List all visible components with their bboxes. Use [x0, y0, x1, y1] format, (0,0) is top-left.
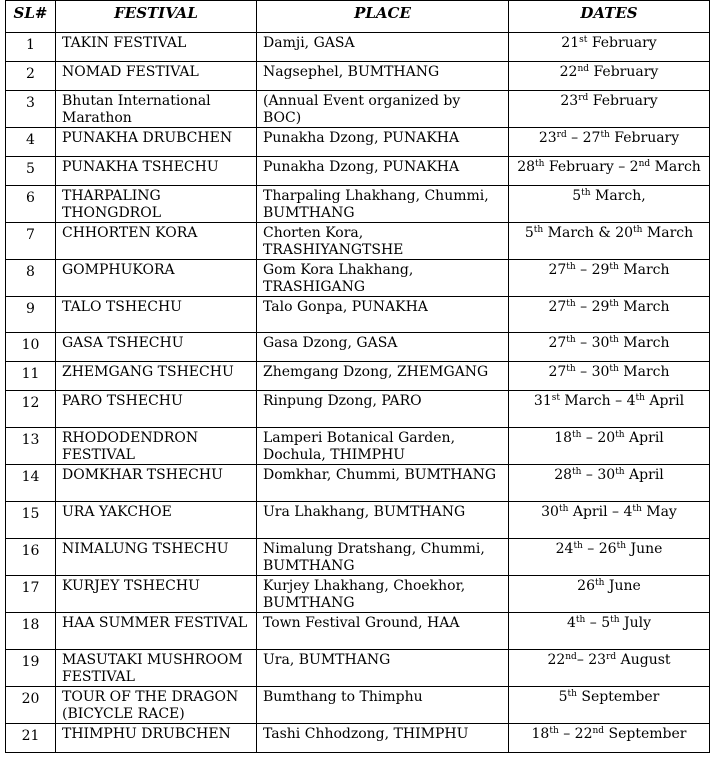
row-festival-name: GASA TSHECHU — [56, 333, 257, 362]
row-place: Damji, GASA — [257, 33, 509, 62]
date-ordinal-suffix: th — [549, 726, 559, 736]
date-text: March — [650, 159, 701, 175]
header-sl: SL# — [6, 1, 56, 33]
row-dates — [509, 260, 710, 297]
row-sl-cell — [6, 539, 56, 576]
table-header-row — [6, 1, 710, 33]
date-ordinal-suffix: th — [566, 335, 576, 345]
row-sl-cell — [6, 576, 56, 613]
row-dates — [509, 428, 710, 465]
table-body — [6, 33, 710, 753]
date-text: March – 4 — [559, 393, 636, 409]
date-text: – 29 — [575, 262, 610, 278]
date-text: – 29 — [575, 299, 610, 315]
date-ordinal-suffix: nd — [638, 159, 651, 169]
row-festival-name: HAA SUMMER FESTIVAL — [56, 613, 257, 650]
row-sl-number: 1 — [26, 37, 35, 53]
date-ordinal-suffix: nd — [565, 652, 577, 662]
date-text: September — [576, 689, 660, 705]
row-sl-number: 13 — [21, 432, 40, 448]
table-row — [6, 333, 710, 362]
date-text: March — [642, 225, 694, 241]
date-text: – 20 — [581, 430, 616, 446]
row-sl-number: 12 — [21, 395, 40, 411]
row-sl-cell — [6, 223, 56, 260]
row-sl-cell — [6, 128, 56, 157]
date-text: February — [589, 64, 659, 80]
table-row — [6, 428, 710, 465]
date-text: – 27 — [566, 130, 601, 146]
date-ordinal-suffix: rd — [578, 93, 589, 103]
date-ordinal-suffix: th — [572, 430, 582, 440]
row-sl-cell — [6, 33, 56, 62]
row-dates — [509, 502, 710, 539]
row-festival-name: CHHORTEN KORA — [56, 223, 257, 260]
date-text: April — [624, 467, 664, 483]
table-row — [6, 91, 710, 128]
row-sl-number: 20 — [21, 691, 40, 707]
row-dates — [509, 128, 710, 157]
table-row — [6, 260, 710, 297]
row-sl-cell — [6, 428, 56, 465]
row-festival-name: DOMKHAR TSHECHU — [56, 465, 257, 502]
row-place: Zhemgang Dzong, ZHEMGANG — [257, 362, 509, 391]
date-text: 22 — [559, 64, 578, 80]
date-text: 26 — [577, 578, 595, 594]
row-dates — [509, 33, 710, 62]
date-ordinal-suffix: th — [600, 130, 610, 140]
row-festival-name: TOUR OF THE DRAGON (BICYCLE RACE) — [56, 687, 257, 724]
row-sl-number: 2 — [26, 66, 35, 82]
date-ordinal-suffix: th — [533, 225, 544, 235]
table-row — [6, 650, 710, 687]
date-text: 21 — [561, 35, 580, 51]
date-ordinal-suffix: th — [609, 364, 619, 374]
date-text: September — [604, 726, 687, 742]
row-dates — [509, 613, 710, 650]
table-row — [6, 362, 710, 391]
date-ordinal-suffix: th — [567, 689, 577, 699]
date-text: – 30 — [575, 335, 610, 351]
row-sl-cell — [6, 362, 56, 391]
row-dates — [509, 687, 710, 724]
row-place: Gom Kora Lhakhang, TRASHIGANG — [257, 260, 509, 297]
row-dates — [509, 62, 710, 91]
row-festival-name: Bhutan International Marathon — [56, 91, 257, 128]
row-festival-name: TALO TSHECHU — [56, 297, 257, 333]
date-ordinal-suffix: th — [610, 615, 620, 625]
row-sl-cell — [6, 333, 56, 362]
date-text: May — [641, 504, 677, 520]
date-text: March — [618, 335, 670, 351]
date-text: 31 — [533, 393, 552, 409]
row-dates — [509, 223, 710, 260]
row-festival-name: KURJEY TSHECHU — [56, 576, 257, 613]
row-dates — [509, 539, 710, 576]
date-ordinal-suffix: nd — [592, 726, 605, 736]
table-row — [6, 502, 710, 539]
table-row — [6, 33, 710, 62]
date-text: – 5 — [585, 615, 611, 631]
date-ordinal-suffix: th — [572, 467, 582, 477]
date-text: 27 — [548, 299, 567, 315]
row-festival-name: MASUTAKI MUSHROOM FESTIVAL — [56, 650, 257, 687]
date-ordinal-suffix: th — [566, 262, 576, 272]
row-sl-number: 19 — [21, 654, 40, 670]
row-sl-cell — [6, 186, 56, 223]
table-row — [6, 128, 710, 157]
header-dates: DATES — [509, 1, 710, 33]
date-text: 5 — [524, 225, 534, 241]
row-sl-cell — [6, 91, 56, 128]
row-sl-cell — [6, 613, 56, 650]
row-place: Town Festival Ground, HAA — [257, 613, 509, 650]
date-text: 24 — [555, 541, 574, 557]
date-text: March — [618, 364, 670, 380]
date-text: 22 — [547, 652, 566, 668]
row-place: Chorten Kora, TRASHIYANGTSHE — [257, 223, 509, 260]
festival-schedule-table — [5, 0, 710, 753]
row-dates — [509, 465, 710, 502]
date-text: 28 — [554, 467, 573, 483]
date-text: 27 — [548, 364, 567, 380]
row-sl-number: 18 — [21, 617, 40, 633]
date-ordinal-suffix: th — [566, 299, 576, 309]
date-ordinal-suffix: rd — [606, 652, 617, 662]
row-place: Punakha Dzong, PUNAKHA — [257, 128, 509, 157]
date-ordinal-suffix: th — [581, 188, 591, 198]
date-text: February – 2 — [544, 159, 639, 175]
row-place: Nimalung Dratshang, Chummi, BUMTHANG — [257, 539, 509, 576]
date-text: 23 — [560, 93, 579, 109]
row-place: Rinpung Dzong, PARO — [257, 391, 509, 428]
date-ordinal-suffix: st — [579, 35, 588, 45]
date-ordinal-suffix: th — [558, 504, 569, 514]
row-festival-name: NOMAD FESTIVAL — [56, 62, 257, 91]
table-row — [6, 687, 710, 724]
date-text: February — [609, 130, 680, 146]
row-sl-cell — [6, 157, 56, 186]
row-sl-number: 3 — [26, 95, 35, 111]
date-text: – 30 — [581, 467, 616, 483]
header-place: PLACE — [257, 1, 509, 33]
date-text: June — [604, 578, 641, 594]
date-text: March & 20 — [543, 225, 634, 241]
row-sl-number: 21 — [21, 728, 40, 744]
row-sl-cell — [6, 687, 56, 724]
row-dates — [509, 391, 710, 428]
row-sl-cell — [6, 297, 56, 333]
date-ordinal-suffix: th — [633, 225, 643, 235]
date-text: June — [626, 541, 663, 557]
date-text: 4 — [566, 615, 576, 631]
table-row — [6, 186, 710, 223]
row-dates — [509, 186, 710, 223]
date-text: – 23 — [576, 652, 607, 668]
date-text: 27 — [548, 335, 567, 351]
date-text: March — [618, 299, 670, 315]
row-sl-number: 10 — [21, 337, 40, 353]
date-text: 23 — [538, 130, 557, 146]
row-festival-name: RHODODENDRON FESTIVAL — [56, 428, 257, 465]
table-row — [6, 157, 710, 186]
row-place: Kurjey Lhakhang, Choekhor, BUMTHANG — [257, 576, 509, 613]
row-festival-name: PUNAKHA DRUBCHEN — [56, 128, 257, 157]
row-place: Talo Gonpa, PUNAKHA — [257, 297, 509, 333]
date-text: – 26 — [582, 541, 617, 557]
table-row — [6, 297, 710, 333]
row-festival-name: THIMPHU DRUBCHEN — [56, 724, 257, 753]
date-text: 30 — [541, 504, 559, 520]
date-text: 5 — [572, 188, 582, 204]
row-sl-cell — [6, 391, 56, 428]
date-text: February — [587, 35, 657, 51]
row-dates — [509, 724, 710, 753]
table-row — [6, 724, 710, 753]
date-text: – 30 — [575, 364, 610, 380]
row-place: Bumthang to Thimphu — [257, 687, 509, 724]
row-dates — [509, 362, 710, 391]
date-text: March, — [590, 188, 646, 204]
header-festival: FESTIVAL — [56, 1, 257, 33]
row-festival-name: ZHEMGANG TSHECHU — [56, 362, 257, 391]
date-ordinal-suffix: th — [595, 578, 605, 588]
row-sl-cell — [6, 650, 56, 687]
date-text: February — [588, 93, 658, 109]
date-ordinal-suffix: th — [616, 541, 626, 551]
row-sl-number: 15 — [21, 506, 40, 522]
date-ordinal-suffix: th — [635, 393, 645, 403]
row-sl-number: 6 — [26, 190, 35, 206]
row-place: Tharpaling Lhakhang, Chummi, BUMTHANG — [257, 186, 509, 223]
row-place: Lamperi Botanical Garden, Dochula, THIMPHU — [257, 428, 509, 465]
date-ordinal-suffix: th — [575, 615, 586, 625]
row-sl-number: 17 — [21, 580, 40, 596]
row-dates — [509, 576, 710, 613]
row-sl-cell — [6, 502, 56, 539]
table-row — [6, 391, 710, 428]
row-festival-name: URA YAKCHOE — [56, 502, 257, 539]
date-text: – 22 — [558, 726, 593, 742]
row-sl-number: 4 — [26, 132, 35, 148]
row-festival-name: PARO TSHECHU — [56, 391, 257, 428]
date-text: 28 — [517, 159, 536, 175]
row-dates — [509, 91, 710, 128]
row-place: Punakha Dzong, PUNAKHA — [257, 157, 509, 186]
date-ordinal-suffix: th — [632, 504, 642, 514]
date-text: 18 — [531, 726, 550, 742]
date-ordinal-suffix: st — [551, 393, 560, 403]
festival-table-container — [5, 0, 710, 753]
date-ordinal-suffix: th — [609, 335, 619, 345]
row-festival-name: NIMALUNG TSHECHU — [56, 539, 257, 576]
row-sl-number: 14 — [21, 469, 40, 485]
date-ordinal-suffix: nd — [577, 64, 590, 74]
table-row — [6, 465, 710, 502]
date-text: April — [644, 393, 685, 409]
date-text: 5 — [558, 689, 568, 705]
date-ordinal-suffix: th — [615, 467, 625, 477]
row-place: Ura, BUMTHANG — [257, 650, 509, 687]
row-place: Gasa Dzong, GASA — [257, 333, 509, 362]
row-sl-number: 16 — [21, 543, 40, 559]
date-ordinal-suffix: th — [535, 159, 545, 169]
row-dates — [509, 333, 710, 362]
row-sl-number: 5 — [26, 161, 35, 177]
row-dates — [509, 157, 710, 186]
date-text: August — [616, 652, 671, 668]
table-row — [6, 576, 710, 613]
date-text: 27 — [548, 262, 567, 278]
date-text: 18 — [554, 430, 573, 446]
date-text: July — [619, 615, 652, 631]
row-place: (Annual Event organized by BOC) — [257, 91, 509, 128]
row-place: Ura Lhakhang, BUMTHANG — [257, 502, 509, 539]
date-text: March — [618, 262, 670, 278]
date-ordinal-suffix: th — [566, 364, 576, 374]
table-row — [6, 223, 710, 260]
date-text: April – 4 — [568, 504, 633, 520]
date-ordinal-suffix: rd — [556, 130, 567, 140]
row-festival-name: THARPALING THONGDROL — [56, 186, 257, 223]
date-ordinal-suffix: th — [573, 541, 583, 551]
row-sl-number: 9 — [26, 301, 35, 317]
row-sl-number: 8 — [26, 264, 35, 280]
row-sl-cell — [6, 260, 56, 297]
date-ordinal-suffix: th — [609, 262, 619, 272]
table-row — [6, 613, 710, 650]
row-sl-cell — [6, 465, 56, 502]
row-festival-name: PUNAKHA TSHECHU — [56, 157, 257, 186]
row-sl-number: 11 — [21, 366, 40, 382]
row-sl-cell — [6, 62, 56, 91]
table-row — [6, 62, 710, 91]
row-place: Nagsephel, BUMTHANG — [257, 62, 509, 91]
row-festival-name: TAKIN FESTIVAL — [56, 33, 257, 62]
date-ordinal-suffix: th — [615, 430, 625, 440]
row-place: Tashi Chhodzong, THIMPHU — [257, 724, 509, 753]
row-dates — [509, 650, 710, 687]
row-dates — [509, 297, 710, 333]
date-text: April — [624, 430, 664, 446]
row-sl-number: 7 — [26, 227, 35, 243]
row-place: Domkhar, Chummi, BUMTHANG — [257, 465, 509, 502]
date-ordinal-suffix: th — [609, 299, 619, 309]
row-festival-name: GOMPHUKORA — [56, 260, 257, 297]
table-row — [6, 539, 710, 576]
row-sl-cell — [6, 724, 56, 753]
